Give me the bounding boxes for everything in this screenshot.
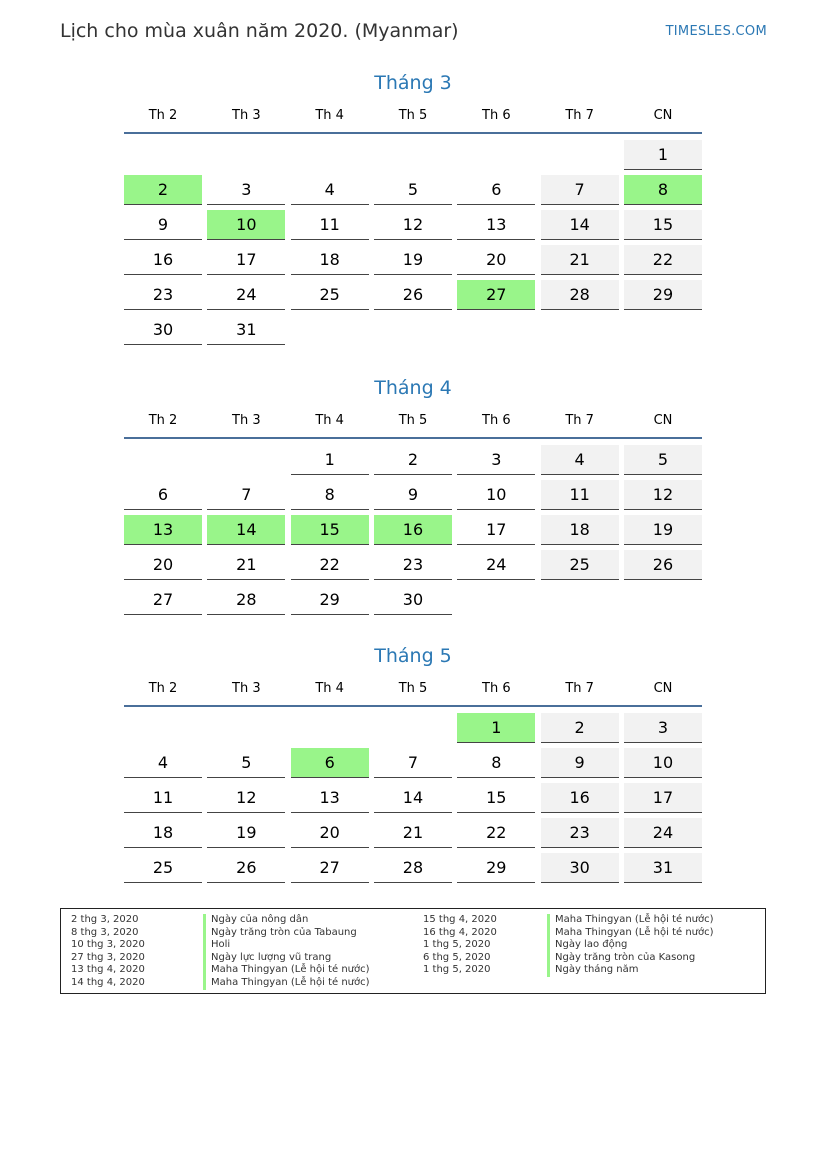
empty-cell [207,140,285,169]
weekday-label: Th 7 [565,413,594,428]
day-cell: 23 [374,550,452,580]
day-cell: 14 [207,515,285,545]
day-cell: 19 [624,515,702,545]
weekday-label: Th 5 [398,681,428,696]
weekday-label: CN [653,108,673,123]
day-cell: 12 [207,783,285,813]
day-cell: 2 [374,445,452,475]
legend-date: 16 thg 4, 2020 [423,926,497,938]
day-cell: 27 [124,585,202,615]
day-cell: 5 [624,445,702,475]
day-cell: 6 [291,748,369,778]
day-cell: 24 [207,280,285,310]
site-link[interactable]: TIMESLES.COM [665,24,767,39]
day-cell: 16 [541,783,619,813]
day-cell: 15 [624,210,702,240]
legend-name: Ngày tháng năm [547,964,639,977]
weekday-label: Th 3 [232,681,261,696]
legend-date: 1 thg 5, 2020 [423,939,491,951]
day-cell: 10 [457,480,535,510]
empty-cell [207,445,285,474]
weekday-label: Th 6 [482,108,511,123]
empty-cell [124,713,202,742]
empty-cell [374,713,452,742]
weekday-label: Th 2 [148,413,178,428]
legend-date: 2 thg 3, 2020 [71,914,139,925]
weekday-label: Th 2 [148,108,178,123]
day-cell: 12 [374,210,452,240]
day-cell: 20 [457,245,535,275]
day-cell: 8 [291,480,369,510]
day-cell: 19 [207,818,285,848]
day-cell: 3 [457,445,535,475]
day-cell: 1 [457,713,535,743]
day-grid [124,140,702,345]
empty-cell [374,140,452,169]
day-cell: 14 [541,210,619,240]
day-cell: 7 [374,748,452,778]
legend-date: 14 thg 4, 2020 [71,976,145,988]
day-cell: 7 [207,480,285,510]
day-cell: 22 [457,818,535,848]
day-cell: 30 [374,585,452,615]
day-cell: 18 [291,245,369,275]
month-march [124,70,702,345]
day-cell: 24 [624,818,702,848]
weekday-label: Th 6 [482,413,511,428]
day-cell: 17 [457,515,535,545]
day-cell: 6 [457,175,535,205]
day-cell: 21 [541,245,619,275]
day-cell: 13 [291,783,369,813]
legend-name: Maha Thingyan (Lễ hội té nước) [547,914,714,927]
day-cell: 13 [457,210,535,240]
day-cell: 28 [541,280,619,310]
day-cell: 11 [291,210,369,240]
day-cell: 25 [541,550,619,580]
day-grid [124,445,702,615]
day-cell: 29 [624,280,702,310]
month-title: Tháng 3 [374,72,452,94]
legend-date: 8 thg 3, 2020 [71,926,139,938]
day-cell: 21 [207,550,285,580]
legend-name: Holi [203,939,230,952]
legend-name: Ngày lao động [547,939,627,952]
weekday-label: Th 4 [315,681,344,696]
empty-cell [541,140,619,169]
weekday-label: Th 7 [565,108,594,123]
weekday-label: Th 5 [398,108,428,123]
weekday-label: CN [653,413,673,428]
empty-cell [124,140,202,169]
day-cell: 27 [457,280,535,310]
day-cell: 31 [624,853,702,883]
day-cell: 17 [624,783,702,813]
weekday-label: Th 4 [315,108,344,123]
day-cell: 28 [207,585,285,615]
day-cell: 31 [207,315,285,345]
legend-name: Ngày trăng tròn của Kasong [547,952,695,965]
month-title: Tháng 4 [374,377,452,399]
day-cell: 11 [124,783,202,813]
day-cell: 4 [541,445,619,475]
day-cell: 9 [374,480,452,510]
day-cell: 6 [124,480,202,510]
legend-name: Ngày trăng tròn của Tabaung [203,927,357,940]
day-cell: 12 [624,480,702,510]
day-cell: 5 [374,175,452,205]
day-cell: 7 [541,175,619,205]
legend-name: Maha Thingyan (Lễ hội té nước) [547,927,714,940]
weekday-label: Th 3 [232,413,261,428]
weekday-label: Th 4 [315,413,344,428]
day-cell: 11 [541,480,619,510]
legend-date: 6 thg 5, 2020 [423,951,491,963]
day-cell: 2 [124,175,202,205]
day-cell: 13 [124,515,202,545]
day-cell: 1 [624,140,702,170]
day-cell: 21 [374,818,452,848]
legend-name: Maha Thingyan (Lễ hội té nước) [203,964,370,977]
day-cell: 5 [207,748,285,778]
day-cell: 10 [207,210,285,240]
legend-date: 1 thg 5, 2020 [423,964,491,976]
day-cell: 19 [374,245,452,275]
month-april [124,375,702,615]
day-cell: 17 [207,245,285,275]
weekday-header [124,411,702,439]
legend-name: Maha Thingyan (Lễ hội té nước) [203,977,370,990]
day-cell: 20 [291,818,369,848]
legend-name: Ngày lực lượng vũ trang [203,952,331,965]
day-cell: 26 [374,280,452,310]
day-cell: 22 [624,245,702,275]
day-cell: 29 [457,853,535,883]
weekday-label: Th 2 [148,681,178,696]
day-cell: 22 [291,550,369,580]
day-cell: 30 [541,853,619,883]
holiday-legend [60,908,766,994]
day-cell: 1 [291,445,369,475]
day-cell: 30 [124,315,202,345]
weekday-header [124,106,702,134]
day-cell: 16 [374,515,452,545]
day-cell: 15 [457,783,535,813]
page-title: Lịch cho mùa xuân năm 2020. (Myanmar) [60,20,459,42]
day-cell: 20 [124,550,202,580]
legend-date: 15 thg 4, 2020 [423,914,497,925]
day-cell: 28 [374,853,452,883]
day-cell: 18 [124,818,202,848]
empty-cell [124,445,202,474]
day-cell: 23 [124,280,202,310]
day-cell: 4 [291,175,369,205]
weekday-header [124,679,702,707]
weekday-label: CN [653,681,673,696]
day-cell: 24 [457,550,535,580]
legend-name: Ngày của nông dân [203,914,308,927]
day-cell: 8 [457,748,535,778]
legend-date: 27 thg 3, 2020 [71,951,145,963]
day-cell: 9 [124,210,202,240]
day-cell: 25 [124,853,202,883]
day-cell: 26 [624,550,702,580]
legend-date: 10 thg 3, 2020 [71,939,145,951]
day-grid [124,713,702,883]
day-cell: 27 [291,853,369,883]
day-cell: 23 [541,818,619,848]
day-cell: 8 [624,175,702,205]
empty-cell [291,140,369,169]
weekday-label: Th 5 [398,413,428,428]
day-cell: 26 [207,853,285,883]
weekday-label: Th 7 [565,681,594,696]
day-cell: 29 [291,585,369,615]
empty-cell [291,713,369,742]
day-cell: 25 [291,280,369,310]
month-may [124,643,702,883]
day-cell: 3 [207,175,285,205]
day-cell: 16 [124,245,202,275]
weekday-label: Th 6 [482,681,511,696]
day-cell: 18 [541,515,619,545]
empty-cell [457,140,535,169]
day-cell: 2 [541,713,619,743]
legend-date: 13 thg 4, 2020 [71,964,145,976]
month-title: Tháng 5 [374,645,452,667]
day-cell: 15 [291,515,369,545]
weekday-label: Th 3 [232,108,261,123]
day-cell: 9 [541,748,619,778]
day-cell: 4 [124,748,202,778]
day-cell: 3 [624,713,702,743]
empty-cell [207,713,285,742]
day-cell: 10 [624,748,702,778]
day-cell: 14 [374,783,452,813]
